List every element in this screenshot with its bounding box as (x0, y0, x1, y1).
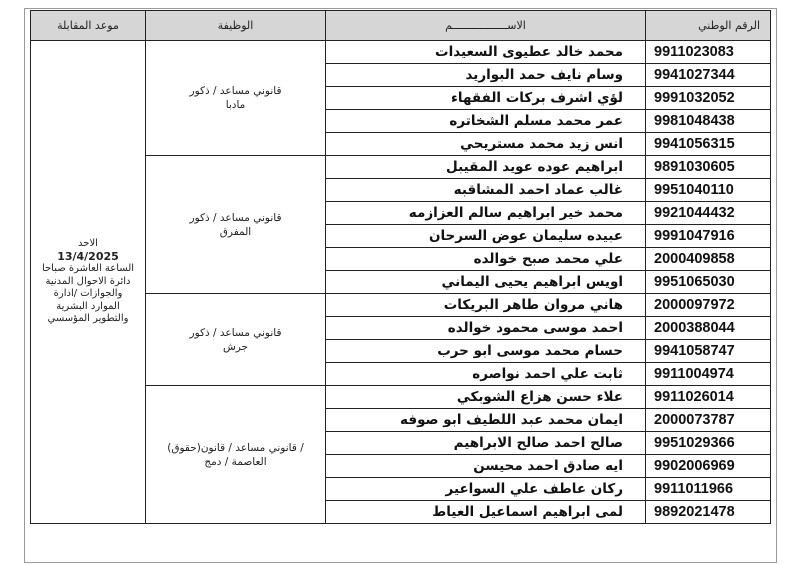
table-row (31, 41, 771, 64)
job-line: المفرق (219, 225, 252, 238)
candidate-name: لؤي اشرف بركات الفقهاء (326, 87, 646, 110)
candidate-name: علي محمد صبح خوالده (326, 248, 646, 271)
national-id: 9951065030 (646, 271, 771, 294)
national-id: 9991047916 (646, 225, 771, 248)
candidate-name: وسام نايف حمد البواريد (326, 64, 646, 87)
job-line: قانوني مساعد / ذكور (189, 85, 282, 97)
candidate-name: ثابت علي احمد نواصره (326, 363, 646, 386)
national-id: 9941027344 (646, 64, 771, 87)
job-line: العاصمة / دمج (204, 455, 267, 468)
candidate-name: عمر محمد مسلم الشخاتره (326, 110, 646, 133)
national-id: 9951029366 (646, 432, 771, 455)
interview-location-line: والتطوير المؤسسي (47, 313, 129, 325)
national-id: 2000097972 (646, 294, 771, 317)
candidate-name: غالب عماد احمد المشاقبه (326, 179, 646, 202)
national-id: 9921044432 (646, 202, 771, 225)
candidate-name: علاء حسن هزاع الشوبكي (326, 386, 646, 409)
candidate-name: ايمان محمد عبد اللطيف ابو صوفه (326, 409, 646, 432)
job-cell (146, 41, 326, 156)
candidate-name: حسام محمد موسى ابو حرب (326, 340, 646, 363)
national-id: 9911004974 (646, 363, 771, 386)
job-line: مادبا (225, 99, 246, 111)
interview-date-cell (31, 41, 146, 524)
candidate-name: اويس ابراهيم يحيى اليماني (326, 271, 646, 294)
candidate-name: ايه صادق احمد محيسن (326, 455, 646, 478)
job-line: قانوني مساعد / ذكور (189, 326, 282, 339)
candidate-name: عبيده سليمان عوض السرحان (326, 225, 646, 248)
header-row (31, 11, 771, 41)
job-cell (146, 156, 326, 294)
national-id: 2000388044 (646, 317, 771, 340)
national-id: 9911011966 (646, 478, 771, 501)
national-id: 9902006969 (646, 455, 771, 478)
interview-day: الاحد (78, 238, 98, 250)
candidate-name: محمد خير ابراهيم سالم العزازمه (326, 202, 646, 225)
candidate-name: احمد موسى محمود خوالده (326, 317, 646, 340)
candidate-name: انس زيد محمد مستريحي (326, 133, 646, 156)
national-id: 9941058747 (646, 340, 771, 363)
job-line: قانوني مساعد / ذكور (189, 211, 282, 224)
interview-location-line: الموارد البشرية (56, 300, 120, 312)
candidates-table (30, 10, 771, 524)
national-id: 9941056315 (646, 133, 771, 156)
national-id: 2000409858 (646, 248, 771, 271)
national-id: 9892021478 (646, 501, 771, 524)
job-cell (146, 386, 326, 524)
interview-location-line: والجوازات /ادارة (53, 288, 123, 300)
national-id: 9981048438 (646, 110, 771, 133)
job-line: جرش (222, 340, 249, 353)
national-id: 9911026014 (646, 386, 771, 409)
national-id: 9951040110 (646, 179, 771, 202)
candidate-name: محمد خالد عطيوى السعيدات (326, 41, 646, 64)
candidate-name: لمى ابراهيم اسماعيل العياط (326, 501, 646, 524)
job-line: قانوني مساعد / قانون(حقوق) / (167, 441, 304, 454)
candidate-name: ركان عاطف علي السواعير (326, 478, 646, 501)
table-body (31, 41, 771, 524)
interview-location-line: دائرة الاحوال المدنية (45, 275, 131, 287)
candidate-name: صالح احمد صالح الابراهيم (326, 432, 646, 455)
national-id: 2000073787 (646, 409, 771, 432)
interview-time: الساعة العاشرة صباحا (41, 263, 135, 275)
candidate-name: هاني مروان طاهر البريكات (326, 294, 646, 317)
national-id: 9911023083 (646, 41, 771, 64)
header-job: الوظيفة (146, 11, 326, 41)
header-national-id: الرقم الوطني (646, 11, 771, 41)
national-id: 9991032052 (646, 87, 771, 110)
header-name: الاســـــــــــــــــم (326, 11, 646, 41)
job-cell (146, 294, 326, 386)
national-id: 9891030605 (646, 156, 771, 179)
interview-date: 13/4/2025 (57, 249, 119, 263)
header-interview-date: موعد المقابلة (31, 11, 146, 41)
candidate-name: ابراهيم عوده عويد المقيبل (326, 156, 646, 179)
